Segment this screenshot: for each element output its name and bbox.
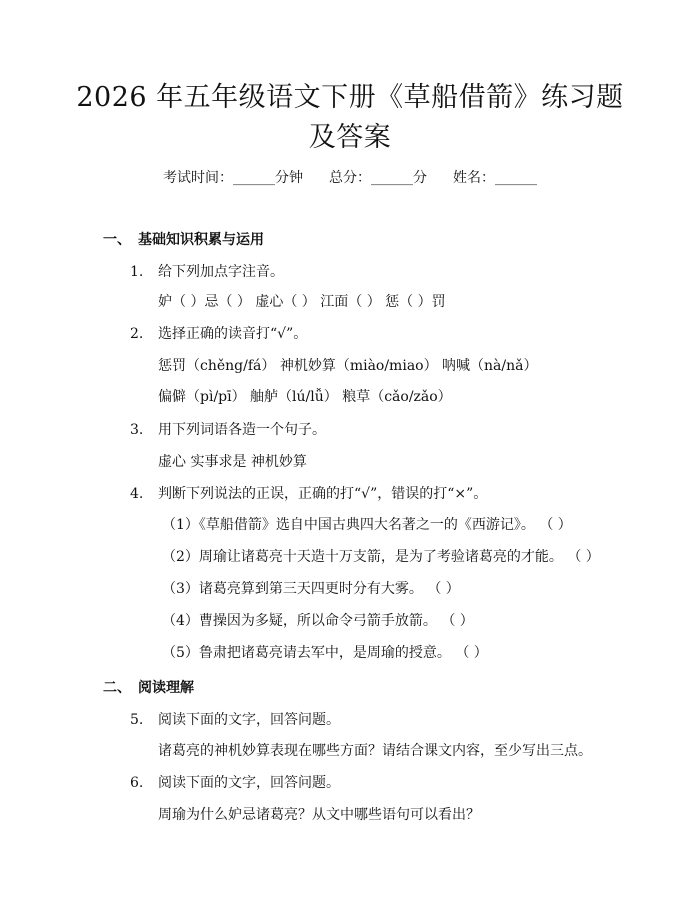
question-6-line: 周瑜为什么妒忌诸葛亮？从文中哪些语句可以看出？ <box>158 807 480 823</box>
question-4 <box>130 484 487 504</box>
section-heading-1 <box>103 230 264 250</box>
question-3-line: 虚心 实事求是 神机妙算 <box>158 454 307 470</box>
question-prompt: 选择正确的读音打“√”。 <box>158 326 308 342</box>
section-title: 阅读理解 <box>138 680 194 696</box>
document-title-line-2: 及答案 <box>308 122 392 153</box>
exam-meta <box>0 168 700 188</box>
judgement-item-4: （4）曹操因为多疑，所以命令弓箭手放箭。 （ ） <box>162 613 474 629</box>
question-1 <box>130 262 284 282</box>
question-number: 3. <box>130 422 144 438</box>
question-5 <box>130 710 340 730</box>
section-number: 一、 <box>103 232 131 248</box>
judgement-item-1: （1）《草船借箭》选自中国古典四大名著之一的《西游记》。 （ ） <box>162 517 572 533</box>
question-prompt: 给下列加点字注音。 <box>158 264 284 280</box>
question-5-line: 诸葛亮的神机妙算表现在哪些方面？请结合课文内容，至少写出三点。 <box>158 743 592 759</box>
judgement-item-2: （2）周瑜让诸葛亮十天造十万支箭，是为了考验诸葛亮的才能。 （ ） <box>162 549 600 565</box>
question-3 <box>130 420 326 440</box>
section-heading-2 <box>103 678 194 698</box>
name-field: 姓名：______ <box>453 170 537 186</box>
exam-time-field: 考试时间：______分钟 <box>163 170 303 186</box>
question-2 <box>130 324 307 344</box>
document-title-line-1: 2026 年五年级语文下册《草船借箭》练习题 <box>76 82 624 113</box>
question-prompt: 用下列词语各造一个句子。 <box>158 422 326 438</box>
question-6 <box>130 773 340 793</box>
section-number: 二、 <box>103 680 131 696</box>
question-number: 1. <box>130 264 144 280</box>
question-1-line: 妒（ ）忌（ ） 虚心（ ） 江面（ ） 惩（ ）罚 <box>158 294 446 310</box>
question-2-line-2: 偏僻（pì/pī） 舳舻（lú/lǚ） 粮草（cǎo/zǎo） <box>158 389 452 405</box>
question-prompt: 阅读下面的文字，回答问题。 <box>158 775 340 791</box>
question-number: 2. <box>130 326 144 342</box>
question-prompt: 阅读下面的文字，回答问题。 <box>158 712 340 728</box>
question-number: 6. <box>130 775 144 791</box>
question-number: 5. <box>130 712 144 728</box>
question-2-line-1: 惩罚（chěng/fá） 神机妙算（miào/miao） 呐喊（nà/nǎ） <box>158 358 538 374</box>
judgement-item-3: （3）诸葛亮算到第三天四更时分有大雾。 （ ） <box>162 581 460 597</box>
total-score-field: 总分：______分 <box>329 170 427 186</box>
question-number: 4. <box>130 486 144 502</box>
question-prompt: 判断下列说法的正误，正确的打“√”，错误的打“×”。 <box>158 486 488 502</box>
judgement-item-5: （5）鲁肃把诸葛亮请去军中，是周瑜的授意。 （ ） <box>162 645 488 661</box>
section-title: 基础知识积累与运用 <box>138 232 264 248</box>
